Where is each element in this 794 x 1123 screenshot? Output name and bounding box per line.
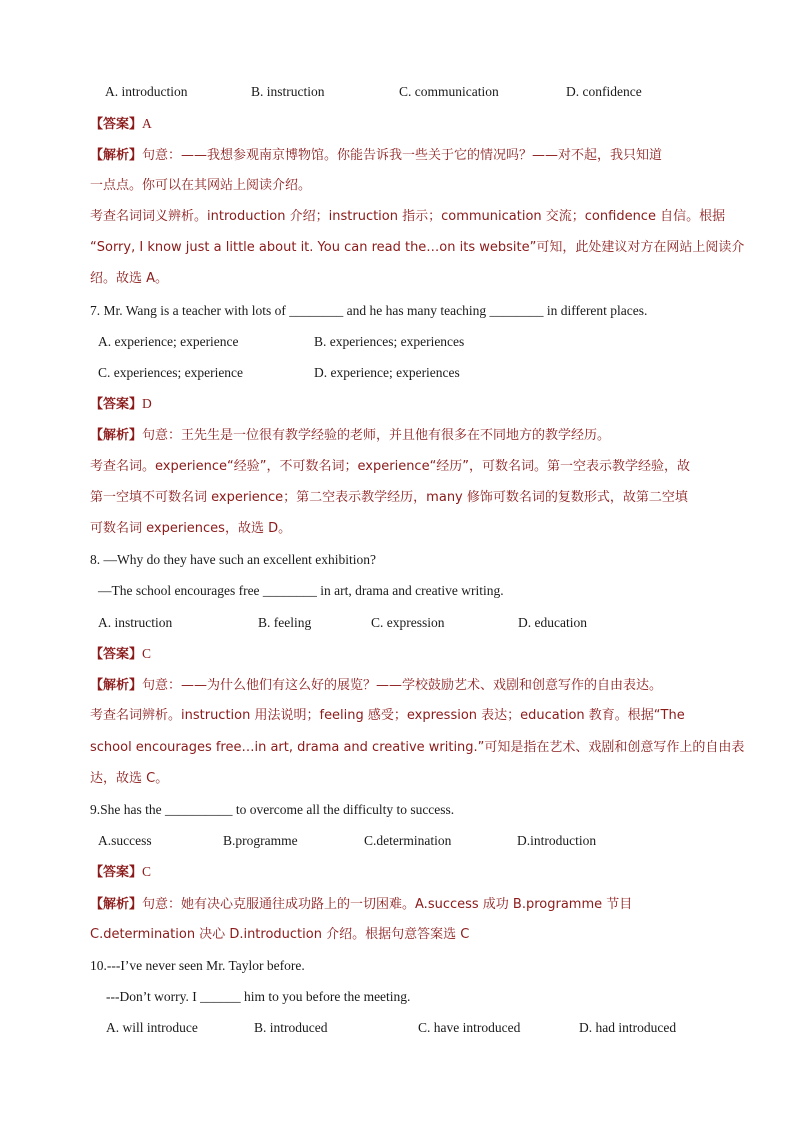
- answer-label: 【答案】: [90, 397, 143, 412]
- q9-stem: 9.She has the __________ to overcome all the difficulty to success.: [90, 802, 455, 817]
- analysis-text: 句意：王先生是一位很有教学经验的老师，并且他有很多在不同地方的教学经历。: [142, 428, 611, 443]
- answer-label: 【答案】: [90, 647, 143, 662]
- answer-label: 【答案】: [90, 117, 143, 132]
- q6-option-c: C. communication: [399, 84, 499, 99]
- answer-value: C: [142, 646, 152, 661]
- q6-answer: [90, 108, 706, 139]
- q7-answer: [90, 388, 706, 419]
- answer-value: D: [142, 396, 152, 411]
- q8-option-b: B. feeling: [258, 615, 312, 630]
- q6-option-b: B. instruction: [251, 84, 325, 99]
- q8-answer: [90, 638, 706, 669]
- q8-explain-1: 考查名词辨析。instruction 用法说明；feeling 感受；expression 表达；education 教育。根据“The: [90, 708, 685, 723]
- q6-option-a: A. introduction: [105, 84, 188, 99]
- q10-option-a: A. will introduce: [106, 1020, 198, 1035]
- q8-analysis: [90, 669, 706, 700]
- q7-explain-2: 第一空填不可数名词 experience；第二空表示教学经历，many 修饰可数名词的复数形式，故第二空填: [90, 490, 688, 505]
- q6-explain-2: “Sorry, I know just a little about it. You can read the…on its website”可知，此处建议对方在网站上阅读介: [90, 240, 745, 255]
- analysis-label: 【解析】: [90, 428, 143, 443]
- q8-option-c: C. expression: [371, 615, 445, 630]
- q7-analysis: [90, 419, 706, 450]
- q8-option-a: A. instruction: [98, 615, 173, 630]
- q9-analysis: [90, 888, 706, 919]
- q9-option-c: C.determination: [364, 833, 452, 848]
- q10-option-b: B. introduced: [254, 1020, 328, 1035]
- answer-label: 【答案】: [90, 865, 143, 880]
- q8-explain-3: 达，故选 C。: [90, 771, 169, 786]
- q8-stem-1: 8. —Why do they have such an excellent exhibition?: [90, 552, 377, 567]
- q7-explain-1: 考查名词。experience“经验”，不可数名词；experience“经历”，可数名词。第一空表示教学经验，故: [90, 459, 691, 474]
- q6-explain-1: 考查名词词义辨析。introduction 介绍；instruction 指示；communication 交流；confidence 自信。根据: [90, 209, 726, 224]
- q10-option-d: D. had introduced: [579, 1020, 677, 1035]
- q6-analysis: [90, 139, 706, 170]
- analysis-text: 句意：——我想参观南京博物馆。你能告诉我一些关于它的情况吗？——对不起，我只知道: [142, 148, 663, 163]
- analysis-text: 句意：——为什么他们有这么好的展览？——学校鼓励艺术、戏剧和创意写作的自由表达。: [142, 678, 663, 693]
- analysis-text: 句意：她有决心克服通往成功路上的一切困难。A.success 成功 B.programme 节目: [142, 897, 633, 912]
- q7-option-c: C. experiences; experience: [98, 365, 244, 380]
- q9-explain: C.determination 决心 D.introduction 介绍。根据句意答案选 C: [90, 927, 470, 942]
- answer-value: A: [142, 116, 152, 131]
- q8-option-d: D. education: [518, 615, 587, 630]
- q10-option-c: C. have introduced: [418, 1020, 521, 1035]
- q10-stem-2: ---Don’t worry. I ______ him to you before the meeting.: [106, 989, 411, 1004]
- q7-explain-3: 可数名词 experiences，故选 D。: [90, 521, 292, 536]
- q6-option-d: D. confidence: [566, 84, 642, 99]
- answer-value: C: [142, 864, 152, 879]
- analysis-label: 【解析】: [90, 148, 143, 163]
- q9-answer: [90, 856, 706, 887]
- q7-option-d: D. experience; experiences: [314, 365, 460, 380]
- q10-stem-1: 10.---I’ve never seen Mr. Taylor before.: [90, 958, 305, 973]
- q7-option-a: A. experience; experience: [98, 334, 239, 349]
- q8-explain-2: school encourages free…in art, drama and creative writing.”可知是指在艺术、戏剧和创意写作上的自由表: [90, 740, 745, 755]
- q9-option-a: A.success: [98, 833, 152, 848]
- q6-analysis-cont: 一点点。你可以在其网站上阅读介绍。: [90, 178, 312, 193]
- q6-explain-3: 绍。故选 A。: [90, 271, 169, 286]
- q8-stem-2: —The school encourages free ________ in art, drama and creative writing.: [98, 583, 504, 598]
- q9-option-b: B.programme: [223, 833, 298, 848]
- analysis-label: 【解析】: [90, 897, 143, 912]
- q7-stem: 7. Mr. Wang is a teacher with lots of ________ and he has many teaching ________ in different places.: [90, 303, 648, 318]
- q7-option-b: B. experiences; experiences: [314, 334, 465, 349]
- q9-option-d: D.introduction: [517, 833, 597, 848]
- analysis-label: 【解析】: [90, 678, 143, 693]
